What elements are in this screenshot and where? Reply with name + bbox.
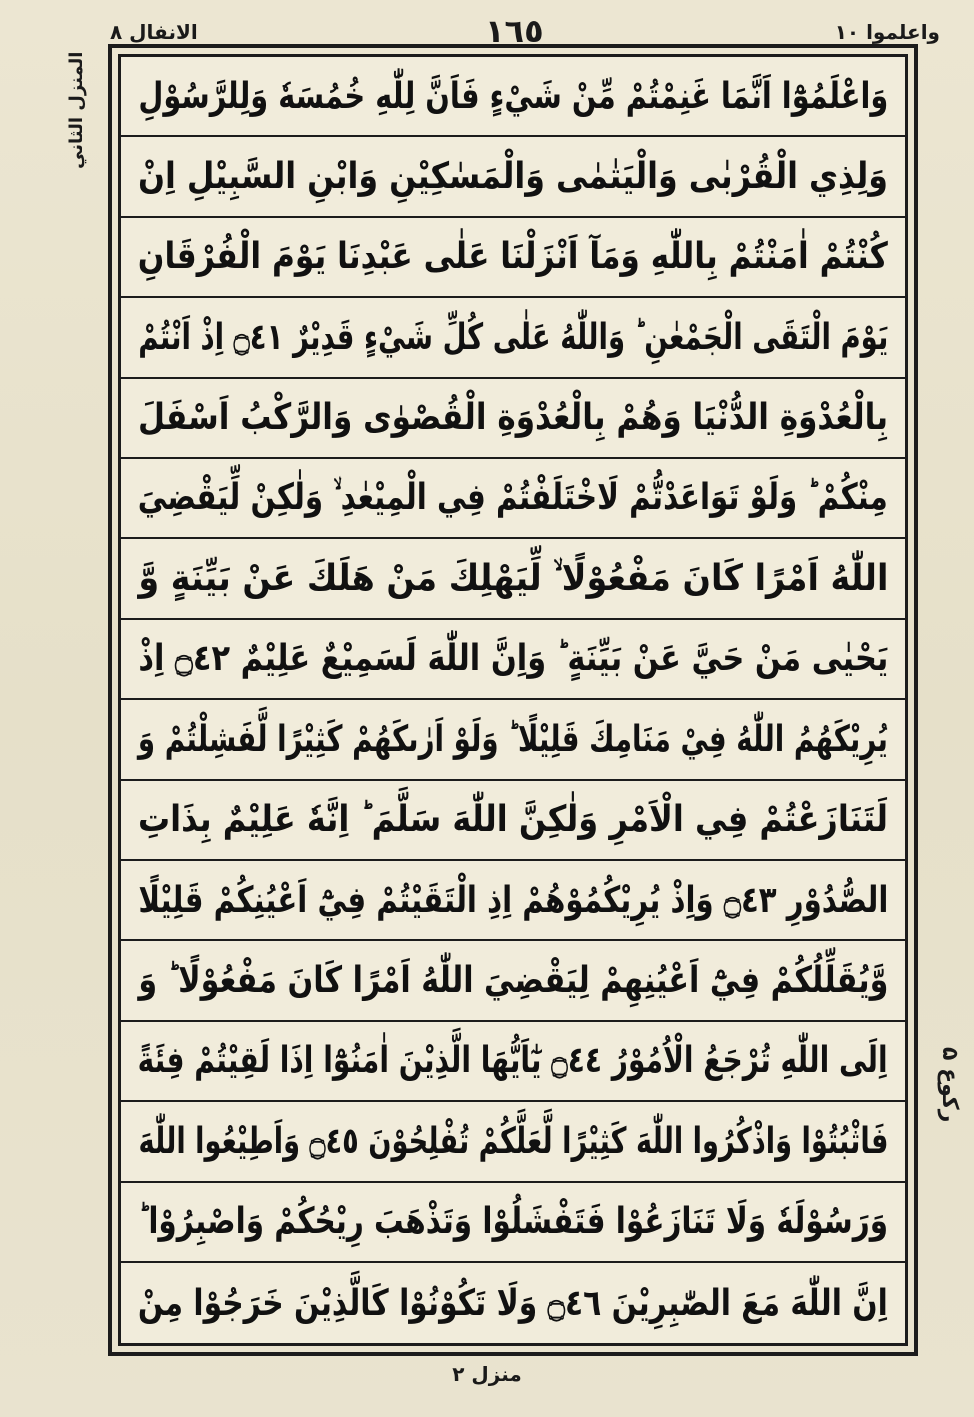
verse-text: الصُّدُوْرِ ۝٤٣ وَاِذْ يُرِيْكُمُوْهُمْ اِذِ الْتَقَيْتُمْ فِيْٓ اَعْيُنِكُمْ قَلِيْلًا [138,879,888,921]
verse-line [121,861,905,941]
verse-line [121,941,905,1021]
verse-text: يُرِيْكَهُمُ اللّٰهُ فِيْ مَنَامِكَ قَلِيْلًا ؕ وَلَوْ اَرٰىكَهُمْ كَثِيْرًا لَّفَشِلْتُمْ وَ [138,718,888,760]
verse-line [121,298,905,378]
verse-text: يَحْيٰى مَنْ حَيَّ عَنْ بَيِّنَةٍ ؕ وَاِنَّ اللّٰهَ لَسَمِيْعٌ عَلِيْمٌ ۝٤٢ اِذْ [138,638,888,680]
verse-line [121,1022,905,1102]
verse-line [121,700,905,780]
verse-line [121,620,905,700]
verse-line [121,781,905,861]
manzil-footer: منزل ۲ [452,1362,522,1386]
verse-line [121,137,905,217]
verse-line [121,1263,905,1343]
verse-text: اللّٰهُ اَمْرًا كَانَ مَفْعُوْلًا ۙ لِّيَهْلِكَ مَنْ هَلَكَ عَنْ بَيِّنَةٍ وَّ [137,557,888,599]
verse-text: وَّيُقَلِّلُكُمْ فِيْٓ اَعْيُنِهِمْ لِيَقْضِيَ اللّٰهُ اَمْرًا كَانَ مَفْعُوْلًا ؕ وَ [137,960,888,1002]
verse-line [121,539,905,619]
verse-text: لَتَنَازَعْتُمْ فِي الْاَمْرِ وَلٰكِنَّ اللّٰهَ سَلَّمَ ؕ اِنَّهٗ عَلِيْمٌ بِذَاتِ [138,799,888,841]
verse-text: مِنْكُمْ ؕ وَلَوْ تَوَاعَدْتُّمْ لَاخْتَلَفْتُمْ فِي الْمِيْعٰدِ ۙ وَلٰكِنْ لِّيَقْضِيَ [138,477,888,519]
verse-text: وَلِذِي الْقُرْبٰى وَالْيَتٰمٰى وَالْمَسٰكِيْنِ وَابْنِ السَّبِيْلِ اِنْ [138,156,888,198]
verse-line [121,1183,905,1263]
verse-line [121,459,905,539]
verse-text: اِنَّ اللّٰهَ مَعَ الصّٰبِرِيْنَ ۝٤٦ وَلَا تَكُوْنُوْا كَالَّذِيْنَ خَرَجُوْا مِنْ [137,1282,888,1324]
verse-text: فَاثْبُتُوْا وَاذْكُرُوا اللّٰهَ كَثِيْرًا لَّعَلَّكُمْ تُفْلِحُوْنَ ۝٤٥ وَاَطِيْعُوا اللّٰهَ [137,1120,888,1162]
ruku-marker: ركوع ۵ [937,1047,962,1123]
verse-line [121,57,905,137]
verse-text: وَاعْلَمُوْٓا اَنَّمَا غَنِمْتُمْ مِّنْ شَيْءٍ فَاَنَّ لِلّٰهِ خُمُسَهٗ وَلِلرَّسُوْلِ [138,75,888,117]
verse-line [121,379,905,459]
verse-text: وَرَسُوْلَهٗ وَلَا تَنَازَعُوْا فَتَفْشَلُوْا وَتَذْهَبَ رِيْحُكُمْ وَاصْبِرُوْا ؕ [137,1201,888,1243]
verse-text: بِالْعُدْوَةِ الدُّنْيَا وَهُمْ بِالْعُدْوَةِ الْقُصْوٰى وَالرَّكْبُ اَسْفَلَ [137,397,888,439]
verse-text: كُنْتُمْ اٰمَنْتُمْ بِاللّٰهِ وَمَآ اَنْزَلْنَا عَلٰى عَبْدِنَا يَوْمَ الْفُرْقَانِ [137,236,888,278]
surah-name: الانفال ۸ [110,20,198,44]
manzil-marker: المنزل الثاني [66,51,87,169]
page-number: ١٦٥ [485,12,544,50]
juz-name: واعلموا ۱۰ [834,20,940,44]
verse-line [121,218,905,298]
verse-text: اِلَى اللّٰهِ تُرْجَعُ الْاُمُوْرُ ۝٤٤ يٰٓاَيُّهَا الَّذِيْنَ اٰمَنُوْٓا اِذَا لَقِيْتُمْ فِئَةً [137,1040,888,1082]
verse-text: يَوْمَ الْتَقَى الْجَمْعٰنِ ؕ وَاللّٰهُ عَلٰى كُلِّ شَيْءٍ قَدِيْرٌ ۝٤١ اِذْ اَنْتُمْ [137,316,888,358]
verse-line [121,1102,905,1182]
verse-lines [121,57,905,1343]
